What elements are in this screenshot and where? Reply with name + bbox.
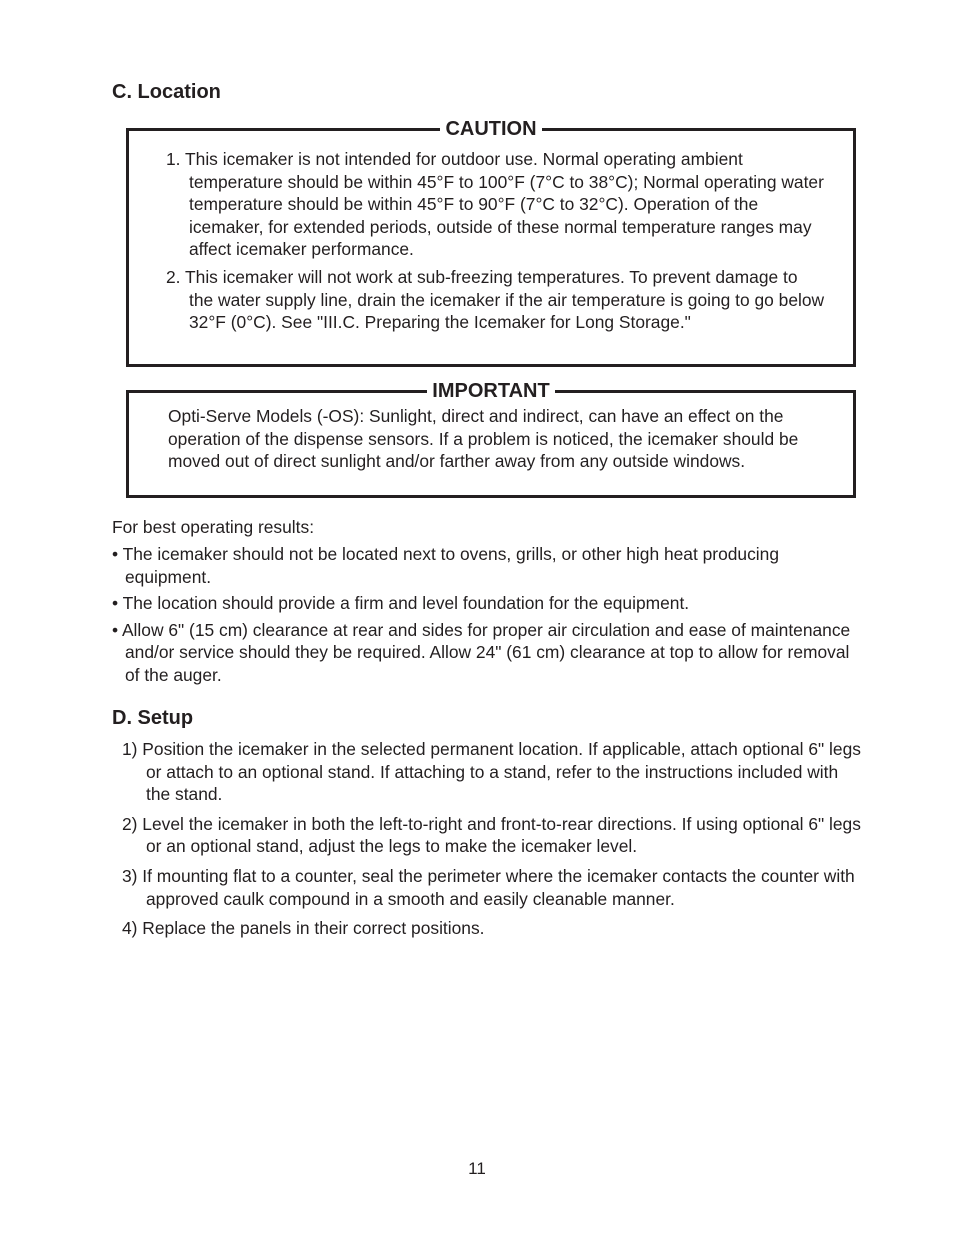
caution-list xyxy=(166,148,826,339)
caution-item: 1. This icemaker is not intended for outdoor use. Normal operating ambient temperature should be within 45°F to 100°F (7°C to 38°C); Normal operating water temperature should be within 45°F to 90°F (7°C to 32°C). Operation of the icemaker, for extended periods, outside of these normal temperature ranges may affect icemaker performance. xyxy=(166,149,824,260)
page-number: 11 xyxy=(468,1159,486,1178)
caution-title: CAUTION xyxy=(440,118,541,140)
list-item: 1) Position the icemaker in the selected permanent location. If applicable, attach optional 6" legs or attach to an optional stand. If attaching to a stand, refer to the instructions included with the stand. xyxy=(122,739,861,805)
important-box xyxy=(126,380,856,498)
list-item: • The location should provide a firm and level foundation for the equipment. xyxy=(112,593,690,614)
setup-step-list xyxy=(122,738,862,947)
list-item: 3) If mounting flat to a counter, seal the perimeter where the icemaker contacts the counter with approved caulk compound in a smooth and easily cleanable manner. xyxy=(122,865,855,909)
location-bullet-list xyxy=(112,543,862,691)
section-heading-location: C. Location xyxy=(112,81,221,103)
list-item: • Allow 6" (15 cm) clearance at rear and sides for proper air circulation and ease of maintenance and/or service should they be required. Allow 24" (61 cm) clearance at top to allow for removal of the auger. xyxy=(112,619,851,685)
important-title-wrap xyxy=(129,379,853,403)
caution-box xyxy=(126,118,856,367)
caution-item: 2. This icemaker will not work at sub-freezing temperatures. To prevent damage to the water supply line, drain the icemaker if the air temperature is going to go below 32°F (0°C). See "III.C. Preparing the Icemaker for Long Storage." xyxy=(166,266,825,333)
list-item: • The icemaker should not be located next to ovens, grills, or other high heat producing equipment. xyxy=(112,544,780,587)
intro-text: For best operating results: xyxy=(112,517,315,537)
caution-title-wrap xyxy=(129,117,853,141)
list-item: 2) Level the icemaker in both the left-to-right and front-to-rear directions. If using optional 6" legs or an optional stand, adjust the legs to make the icemaker level. xyxy=(122,813,861,857)
section-heading-setup: D. Setup xyxy=(112,707,194,729)
important-text: Opti-Serve Models (-OS): Sunlight, direct and indirect, can have an effect on the operation of the dispense sensors. If a problem is noticed, the icemaker should be moved out of direct sunlight and/or farther away from any outside windows. xyxy=(168,406,799,472)
list-item: 4) Replace the panels in their correct positions. xyxy=(122,918,485,939)
important-title: IMPORTANT xyxy=(427,380,554,402)
